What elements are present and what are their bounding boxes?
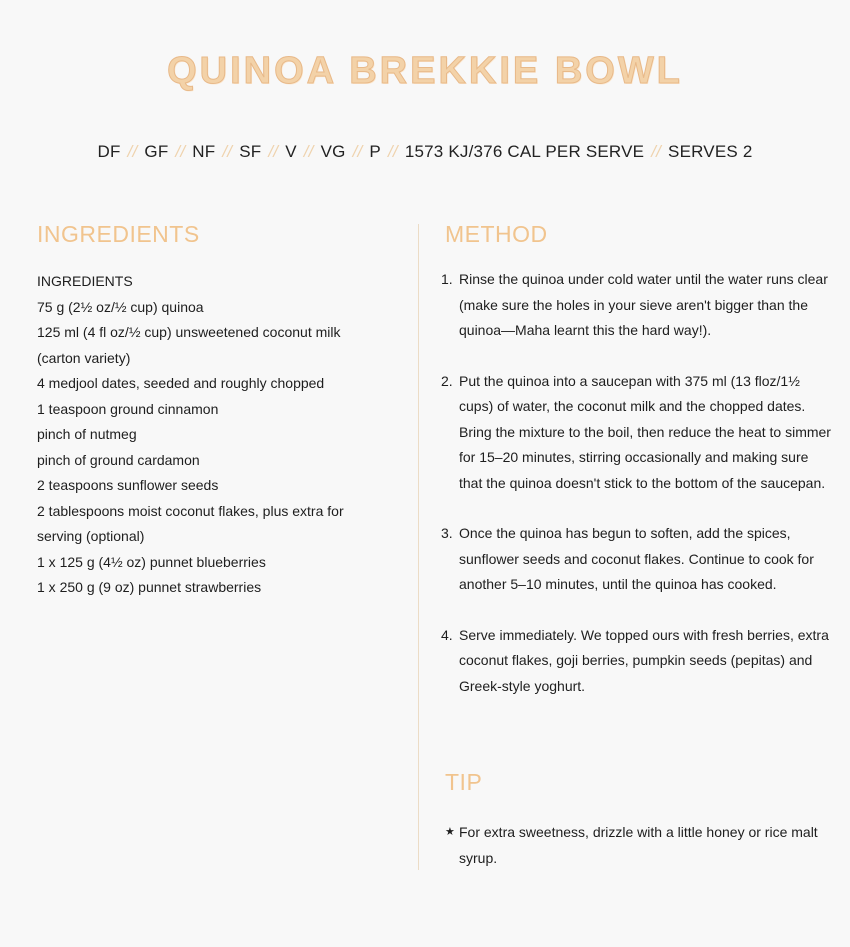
method-step	[440, 267, 832, 344]
step-number: 1.	[441, 271, 453, 287]
tag-nf: NF	[192, 142, 216, 161]
ingredient-line: serving (optional)	[37, 528, 145, 544]
tag-vg: VG	[320, 142, 346, 161]
tag-energy: 1573 KJ/376 CAL PER SERVE	[404, 142, 645, 161]
tag-gf: GF	[144, 142, 169, 161]
ingredient-line: pinch of nutmeg	[37, 426, 137, 442]
tag-separator: //	[175, 142, 186, 161]
method-step	[440, 623, 832, 700]
ingredient-line: 2 teaspoons sunflower seeds	[37, 477, 219, 493]
tag-v: V	[285, 142, 297, 161]
tag-separator: //	[127, 142, 138, 161]
tip-text: For extra sweetness, drizzle with a little honey or rice malt syrup.	[459, 824, 818, 866]
tag-separator: //	[352, 142, 363, 161]
ingredients-list	[37, 269, 397, 601]
ingredient-line: 1 x 125 g (4½ oz) punnet blueberries	[37, 553, 266, 570]
step-text: Rinse the quinoa under cold water until the water runs clear (make sure the holes in your sieve aren't bigger than the quinoa—Maha learnt this the hard way!).	[459, 271, 828, 338]
step-text: Serve immediately. We topped ours with fresh berries, extra coconut flakes, goji berries, pumpkin seeds (pepitas) and Greek-style yoghurt.	[459, 626, 829, 694]
ingredient-line: 125 ml (4 fl oz/½ cup) unsweetened coconut milk	[37, 324, 341, 340]
method-step	[440, 521, 832, 598]
method-heading: METHOD	[445, 221, 548, 247]
dietary-tags	[0, 142, 850, 162]
method-steps	[440, 267, 832, 699]
tag-separator: //	[268, 142, 279, 161]
tag-p: P	[369, 142, 381, 161]
tip-heading: TIP	[445, 769, 483, 795]
ingredient-line: 1 x 250 g (9 oz) punnet strawberries	[37, 579, 262, 595]
tag-df: DF	[97, 142, 121, 161]
tag-sf: SF	[239, 142, 262, 161]
ingredient-line: 75 g (2½ oz/½ cup) quinoa	[37, 298, 204, 315]
step-number: 4.	[441, 626, 453, 643]
tag-separator: //	[222, 142, 233, 161]
star-bullet-icon: ★	[445, 826, 455, 838]
tag-serves: SERVES 2	[668, 142, 753, 161]
tag-separator: //	[651, 142, 662, 161]
ingredient-line: (carton variety)	[37, 349, 131, 366]
step-number: 2.	[441, 372, 453, 389]
step-text: Put the quinoa into a saucepan with 375 ml (13 floz/1½ cups) of water, the coconut milk and the chopped dates. Bring the mixture to the boil, then reduce the heat to simmer for 15–20 minutes, stirring occasionally and making sure that the quinoa doesn't stick to the bottom of the saucepan.	[459, 372, 831, 491]
step-text: Once the quinoa has begun to soften, add the spices, sunflower seeds and coconut flakes. Continue to cook for another 5–10 minutes, until the quinoa has cooked.	[459, 525, 814, 592]
method-step	[440, 369, 832, 497]
ingredient-line: 2 tablespoons moist coconut flakes, plus extra for	[37, 502, 344, 519]
recipe-title: QUINOA BREKKIE BOWL	[167, 50, 683, 92]
tag-separator: //	[387, 142, 398, 161]
step-number: 3.	[441, 525, 453, 541]
ingredient-line: 4 medjool dates, seeded and roughly chopped	[37, 375, 325, 391]
column-divider	[418, 224, 419, 870]
ingredient-line: 1 teaspoon ground cinnamon	[37, 400, 219, 417]
ingredient-line: INGREDIENTS	[37, 273, 133, 289]
tag-separator: //	[303, 142, 314, 161]
ingredients-heading: INGREDIENTS	[37, 221, 200, 247]
ingredient-line: pinch of ground cardamon	[37, 451, 200, 468]
tip-item	[445, 820, 830, 871]
